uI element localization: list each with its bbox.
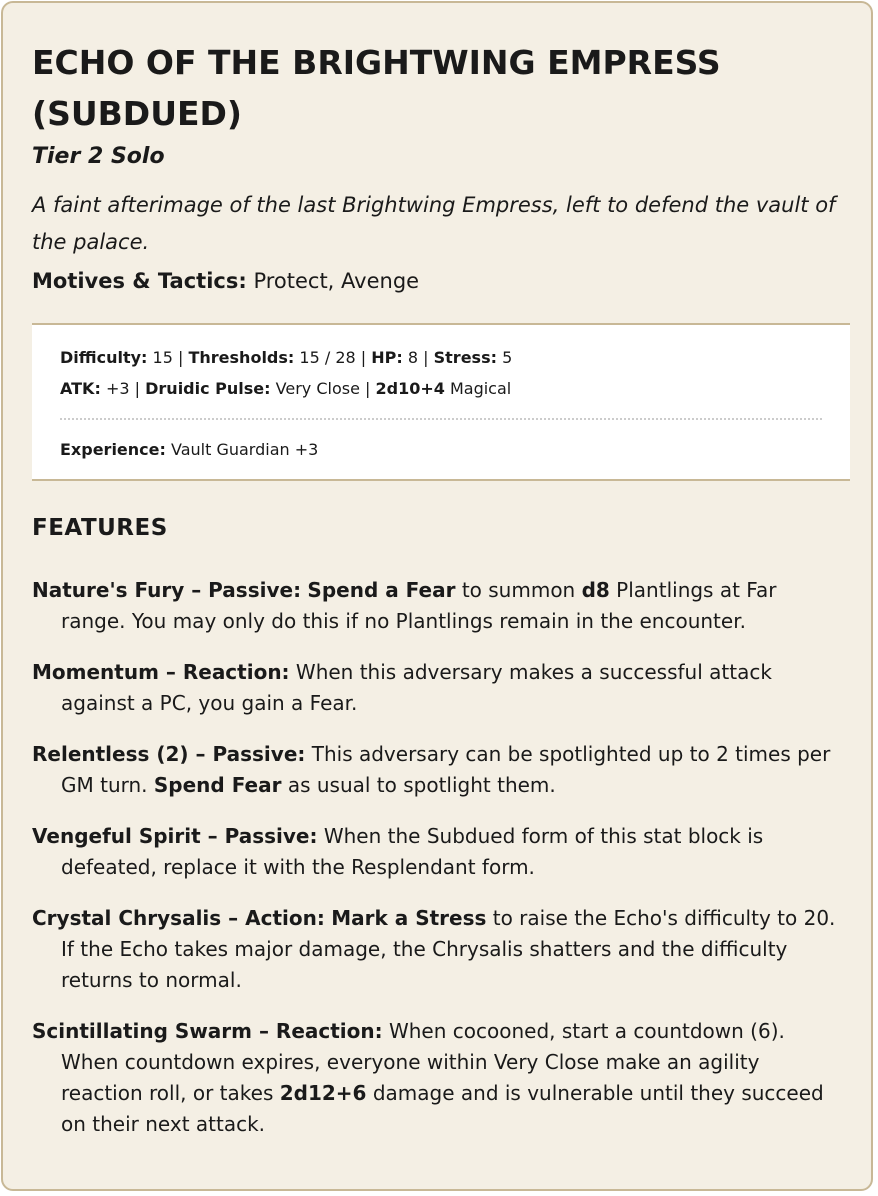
feature-text: Plantlings at Far range. You may only do this if no Plantlings remain in the encounter.: [61, 578, 777, 633]
motives-label: Motives & Tactics:: [32, 269, 247, 293]
stat-line-experience: [60, 440, 318, 459]
feature-emphasis: Mark a Stress: [331, 906, 487, 930]
stress-value: 5: [502, 348, 513, 367]
stat-line-attack: [60, 379, 511, 398]
features-list: [32, 575, 842, 1160]
feature-item: [32, 739, 842, 801]
stress-label: Stress:: [433, 348, 497, 367]
difficulty-value: 15: [152, 348, 173, 367]
adversary-card: [1, 1, 873, 1191]
weapon-range: Very Close: [275, 379, 360, 398]
experience-label: Experience:: [60, 440, 166, 459]
feature-text: When this adversary makes a successful attack against a PC, you gain a Fear.: [61, 660, 772, 715]
difficulty-label: Difficulty:: [60, 348, 148, 367]
feature-name: Relentless (2) – Passive:: [32, 742, 306, 766]
feature-text: as usual to spotlight them.: [281, 773, 556, 797]
feature-emphasis: 2d12+6: [279, 1081, 367, 1105]
stat-separator: |: [423, 348, 429, 367]
adversary-tier: Tier 2 Solo: [32, 144, 165, 169]
feature-name: Scintillating Swarm – Reaction:: [32, 1019, 383, 1043]
feature-text: to summon: [455, 578, 582, 602]
feature-item: [32, 575, 842, 637]
damage-dice: 2d10+4: [375, 379, 445, 398]
feature-item: [32, 657, 842, 719]
weapon-label: Druidic Pulse:: [145, 379, 271, 398]
atk-value: +3: [105, 379, 130, 398]
feature-item: [32, 903, 842, 996]
thresholds-value: 15 / 28: [299, 348, 356, 367]
feature-name: Crystal Chrysalis – Action:: [32, 906, 325, 930]
dotted-divider: [60, 418, 822, 420]
stat-separator: |: [134, 379, 141, 398]
features-heading: FEATURES: [32, 515, 168, 541]
stat-block: [32, 323, 850, 481]
feature-text: When the Subdued form of this stat block is defeated, replace it with the Resplendant form.: [61, 824, 764, 879]
experience-value: Vault Guardian +3: [171, 440, 319, 459]
feature-emphasis: d8: [581, 578, 610, 602]
stat-separator: |: [178, 348, 184, 367]
feature-item: [32, 1016, 842, 1140]
stat-separator: |: [360, 348, 367, 367]
feature-text: When cocooned, start a countdown (6). When countdown expires, everyone within Very Close make an agility reaction roll, or takes: [61, 1019, 785, 1105]
motives-line: [32, 269, 419, 293]
stat-separator: |: [365, 379, 371, 398]
thresholds-label: Thresholds:: [188, 348, 295, 367]
feature-name: Nature's Fury – Passive:: [32, 578, 302, 602]
damage-type: Magical: [449, 379, 512, 398]
feature-item: [32, 821, 842, 883]
atk-label: ATK:: [60, 379, 101, 398]
feature-text: damage and is vulnerable until they succeed on their next attack.: [61, 1081, 824, 1136]
hp-value: 8: [407, 348, 419, 367]
feature-text: This adversary can be spotlighted up to 2 times per GM turn.: [61, 742, 831, 797]
feature-name: Momentum – Reaction:: [32, 660, 290, 684]
stat-line-defense: [60, 348, 512, 367]
adversary-title: ECHO OF THE BRIGHTWING EMPRESS (SUBDUED): [32, 43, 721, 133]
adversary-description: A faint afterimage of the last Brightwing Empress, left to defend the vault of the palace.: [32, 193, 836, 254]
hp-label: HP:: [371, 348, 403, 367]
feature-emphasis: Spend a Fear: [307, 578, 456, 602]
motives-value: Protect, Avenge: [253, 269, 420, 293]
feature-emphasis: Spend Fear: [153, 773, 282, 797]
feature-name: Vengeful Spirit – Passive:: [32, 824, 318, 848]
feature-text: to raise the Echo's difficulty to 20. If the Echo takes major damage, the Chrysalis shatters and the difficulty returns to normal.: [61, 906, 836, 992]
